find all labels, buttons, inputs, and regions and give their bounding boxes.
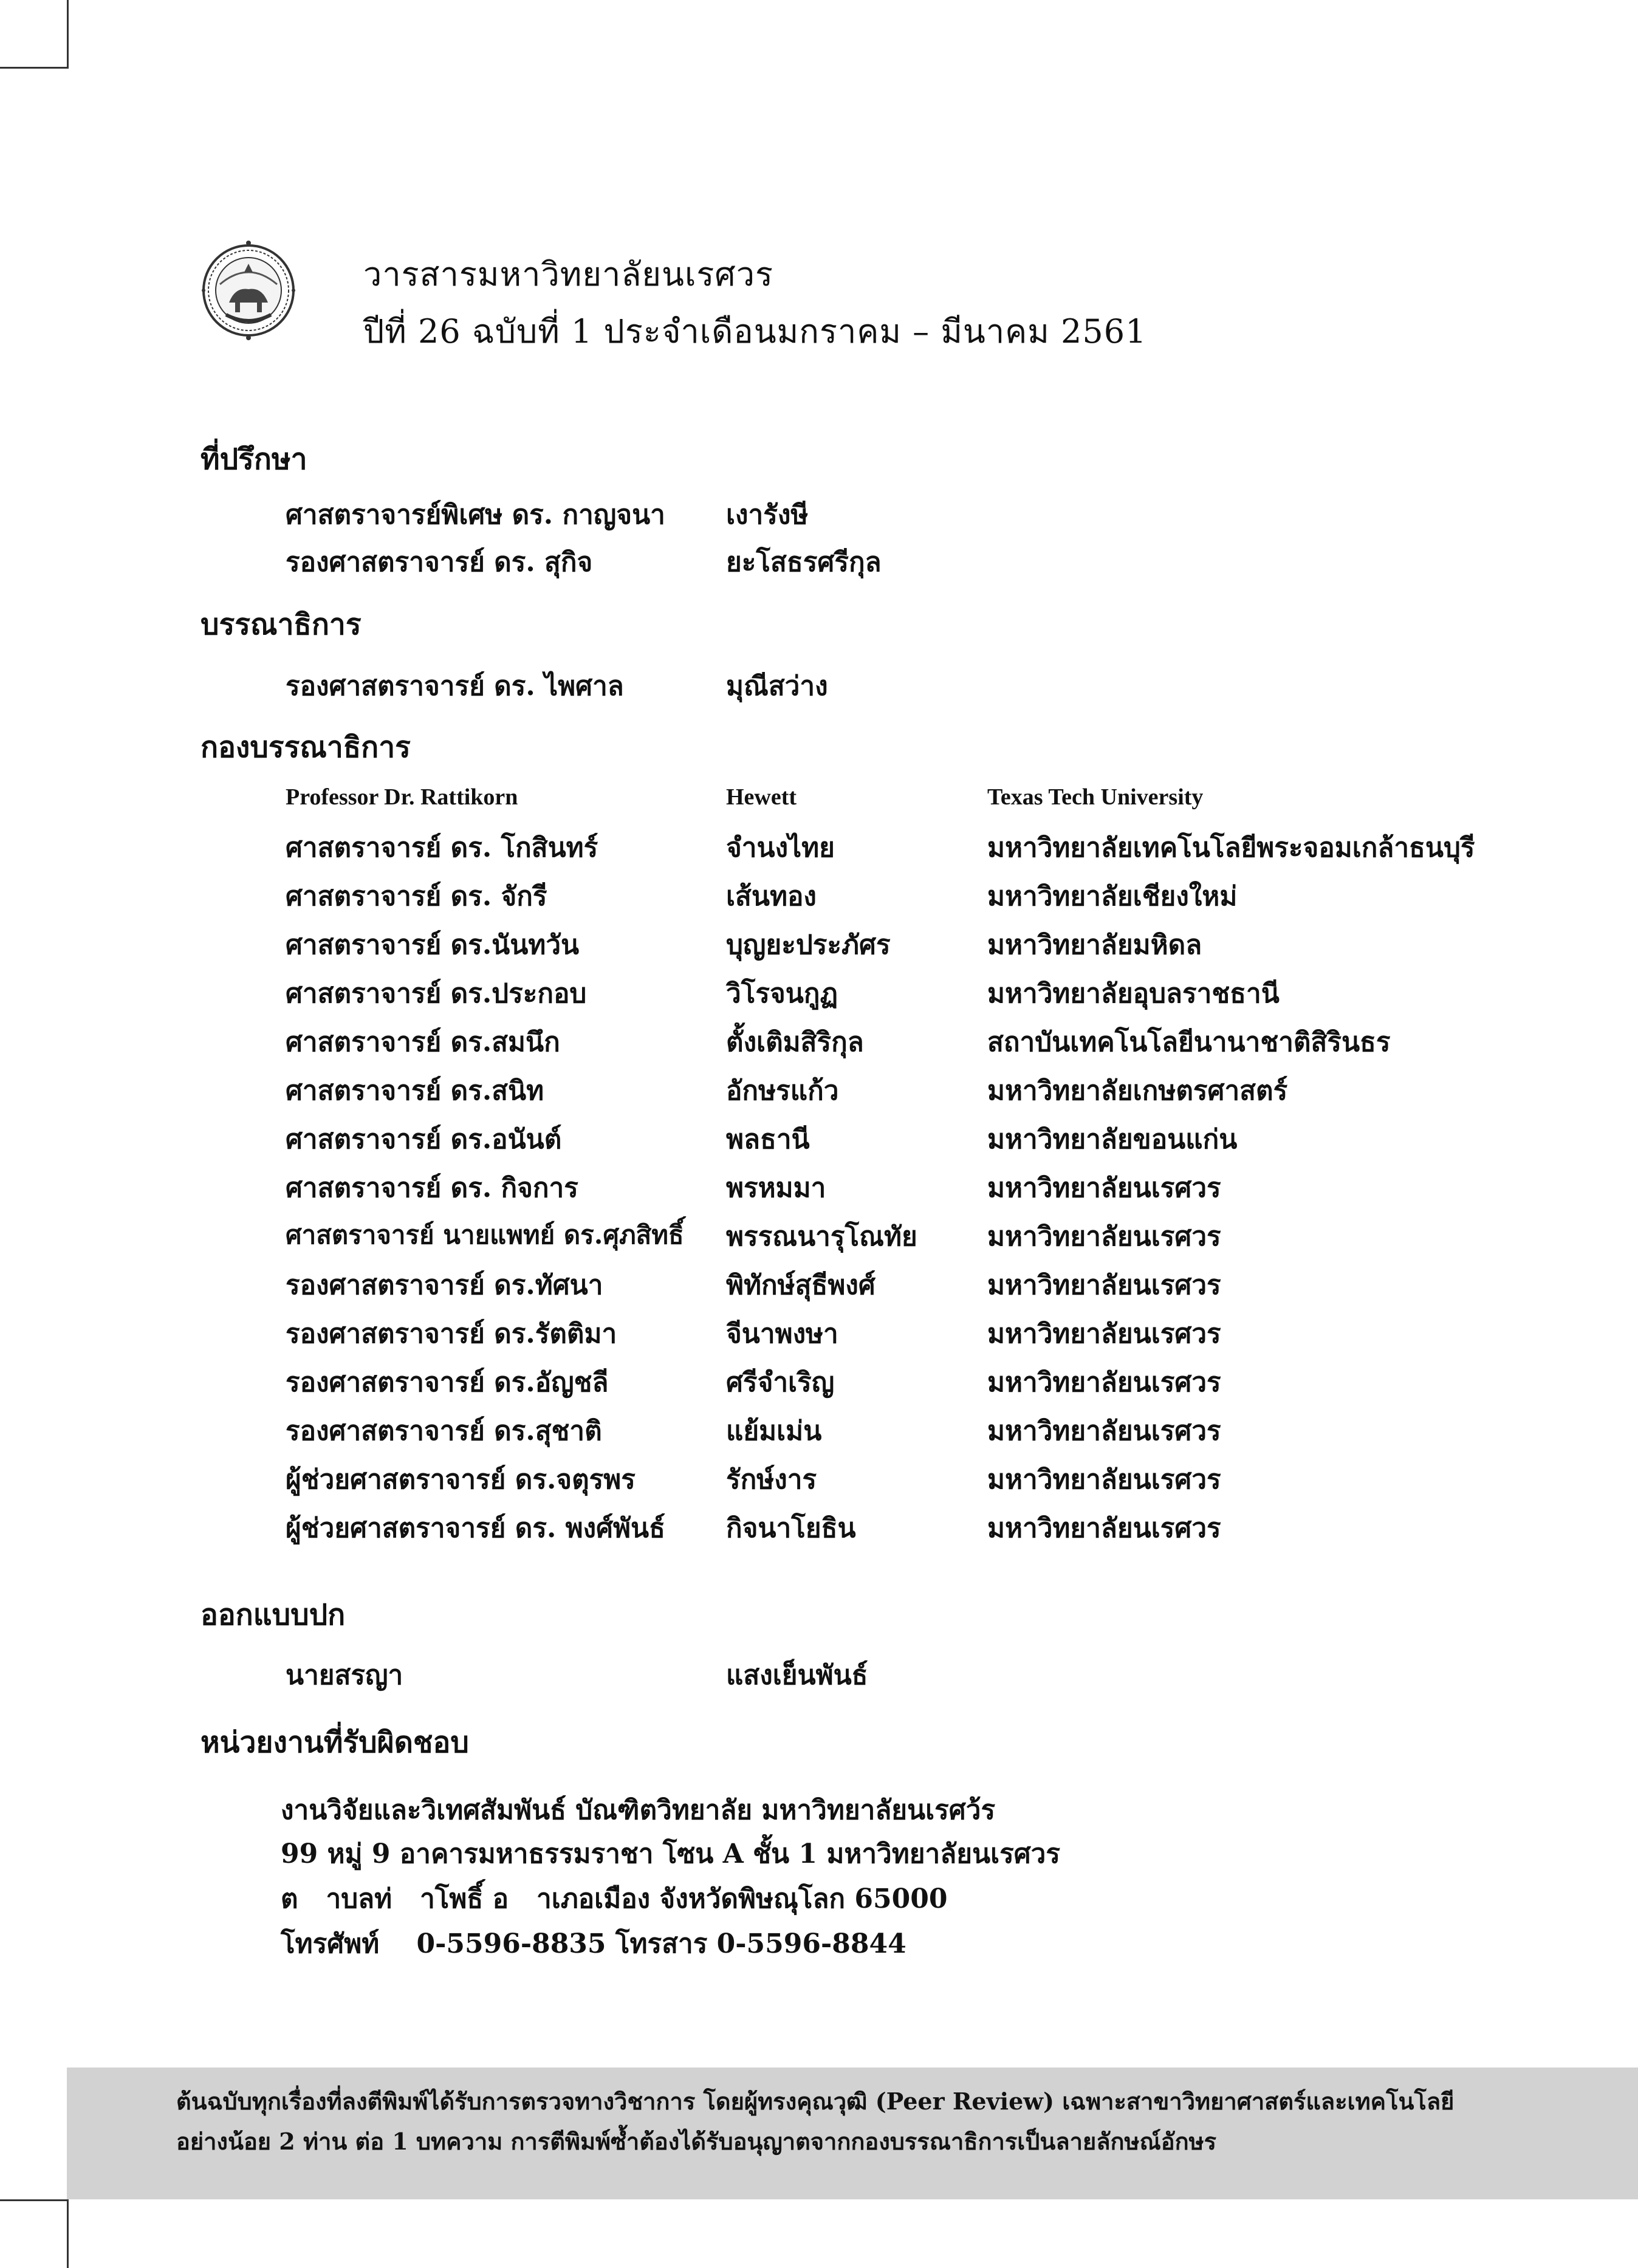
person-name: ศาสตราจารย์ ดร.อนันต์ bbox=[286, 1124, 562, 1155]
person-surname: พรรณนารุโณทัย bbox=[726, 1221, 917, 1252]
person-affiliation: มหาวิทยาลัยนเรศวร bbox=[987, 1270, 1221, 1301]
university-seal-icon bbox=[202, 230, 295, 351]
crop-mark-bottom-horizontal bbox=[0, 2199, 69, 2201]
person-affiliation: สถาบันเทคโนโลยีนานาชาติสิรินธร bbox=[987, 1027, 1391, 1058]
contact-line: โทรศัพท์ 0-5596-8835 โทรสาร 0-5596-8844 bbox=[281, 1928, 906, 1959]
board-row bbox=[0, 1021, 1638, 1069]
section-cover-heading: ออกแบบปก bbox=[200, 1598, 346, 1632]
person-name: รองศาสตราจารย์ ดร.ทัศนา bbox=[286, 1270, 603, 1301]
board-row bbox=[0, 1264, 1638, 1312]
person-name: ศาสตราจารย์ นายแพทย์ ดร.ศุภสิทธิ์ bbox=[286, 1220, 684, 1250]
journal-issue: ปีที่ 26 ฉบับที่ 1 ประจำเดือนมกราคม – มีนาคม 2561 bbox=[363, 312, 1147, 351]
person-affiliation: มหาวิทยาลัยนเรศวร bbox=[987, 1416, 1221, 1447]
person-affiliation: Texas Tech University bbox=[987, 784, 1204, 810]
person-affiliation: มหาวิทยาลัยนเรศวร bbox=[987, 1367, 1221, 1398]
board-row bbox=[0, 923, 1638, 972]
editor-row bbox=[0, 665, 1638, 713]
person-surname: Hewett bbox=[726, 784, 797, 810]
person-surname: อักษรแก้ว bbox=[726, 1075, 839, 1106]
person-affiliation: มหาวิทยาลัยมหิดล bbox=[987, 930, 1202, 961]
board-row bbox=[0, 1215, 1638, 1264]
person-surname: รักษ์งาร bbox=[726, 1464, 817, 1495]
person-name: ผู้ช่วยศาสตราจารย์ ดร. พงศ์พันธ์ bbox=[286, 1513, 665, 1544]
person-name: ศาสตราจารย์ ดร.สมนึก bbox=[286, 1027, 560, 1058]
person-surname: พลธานี bbox=[726, 1124, 810, 1155]
person-affiliation: มหาวิทยาลัยนเรศวร bbox=[987, 1464, 1221, 1495]
board-row bbox=[0, 1410, 1638, 1458]
person-affiliation: มหาวิทยาลัยขอนแก่น bbox=[987, 1124, 1238, 1155]
person-surname: จีนาพงษา bbox=[726, 1318, 838, 1349]
person-affiliation: มหาวิทยาลัยเชียงใหม่ bbox=[987, 881, 1238, 912]
advisor-row bbox=[0, 541, 1638, 589]
address-line: งานวิจัยและวิเทศสัมพันธ์ บัณฑิตวิทยาลัย มหาวิทยาลัยนเรศว้ร bbox=[281, 1795, 996, 1826]
person-name: รองศาสตราจารย์ ดร. ไพศาล bbox=[286, 671, 624, 702]
cover-row bbox=[0, 1654, 1638, 1702]
person-name: ศาสตราจารย์ ดร. กิจการ bbox=[286, 1173, 578, 1204]
board-row bbox=[0, 875, 1638, 923]
person-surname: จำนงไทย bbox=[726, 832, 835, 863]
person-surname: พรหมมา bbox=[726, 1173, 826, 1204]
person-surname: แย้มเม่น bbox=[726, 1416, 822, 1447]
board-row bbox=[0, 1069, 1638, 1118]
person-name: รองศาสตราจารย์ ดร.สุชาติ bbox=[286, 1416, 602, 1447]
section-responsible-heading: หน่วยงานที่รับผิดชอบ bbox=[200, 1725, 469, 1759]
person-name: ศาสตราจารย์ ดร. จักรี bbox=[286, 881, 547, 912]
person-affiliation: มหาวิทยาลัยเทคโนโลยีพระจอมเกล้าธนบุรี bbox=[987, 832, 1475, 863]
board-row bbox=[0, 1458, 1638, 1507]
board-row bbox=[0, 972, 1638, 1021]
person-surname: ศรีจำเริญ bbox=[726, 1367, 835, 1398]
address-line: ต าบลท่ าโพธิ์ อ าเภอเมือง จังหวัดพิษณุโลก 65000 bbox=[281, 1883, 948, 1914]
section-advisors-heading: ที่ปรึกษา bbox=[200, 442, 307, 476]
person-affiliation: มหาวิทยาลัยนเรศวร bbox=[987, 1513, 1221, 1544]
notice-line: ต้นฉบับทุกเรื่องที่ลงตีพิมพ์ได้รับการตรวจทางวิชาการ โดยผู้ทรงคุณวุฒิ (Peer Review) เฉพาะสาขาวิทยาศาสตร์และเทคโนโลยี bbox=[176, 2088, 1455, 2115]
person-surname: แสงเย็นพันธ์ bbox=[726, 1660, 868, 1691]
person-name: รองศาสตราจารย์ ดร.อัญชลี bbox=[286, 1367, 609, 1398]
person-surname: ยะโสธรศรีกุล bbox=[726, 547, 882, 578]
board-row bbox=[0, 1167, 1638, 1215]
person-name: ศาสตราจารย์ ดร.นันทวัน bbox=[286, 930, 580, 961]
person-affiliation: มหาวิทยาลัยนเรศวร bbox=[987, 1318, 1221, 1349]
person-name: ศาสตราจารย์ ดร. โกสินทร์ bbox=[286, 832, 598, 863]
board-row bbox=[0, 784, 1638, 832]
board-row bbox=[0, 1312, 1638, 1361]
person-surname: พิทักษ์สุธีพงศ์ bbox=[726, 1270, 876, 1301]
person-name: ศาสตราจารย์พิเศษ ดร. กาญจนา bbox=[286, 499, 665, 530]
section-editor-heading: บรรณาธิการ bbox=[200, 608, 362, 642]
board-row bbox=[0, 1507, 1638, 1555]
person-affiliation: มหาวิทยาลัยเกษตรศาสตร์ bbox=[987, 1075, 1288, 1106]
person-surname: วิโรจนกูฏ bbox=[726, 978, 838, 1009]
board-row bbox=[0, 1361, 1638, 1410]
section-board-heading: กองบรรณาธิการ bbox=[200, 730, 411, 764]
notice-line: อย่างน้อย 2 ท่าน ต่อ 1 บทความ การตีพิมพ์ซ้ำต้องได้รับอนุญาตจากกองบรรณาธิการเป็นลายลักษณ์อักษร bbox=[176, 2128, 1217, 2155]
person-name: ศาสตราจารย์ ดร.ประกอบ bbox=[286, 978, 587, 1009]
crop-mark-top-vertical bbox=[67, 0, 69, 67]
crop-mark-bottom-vertical bbox=[67, 2199, 69, 2268]
person-affiliation: มหาวิทยาลัยนเรศวร bbox=[987, 1173, 1221, 1204]
person-surname: เงารังษี bbox=[726, 499, 809, 530]
person-name: รองศาสตราจารย์ ดร. สุกิจ bbox=[286, 547, 593, 578]
person-affiliation: มหาวิทยาลัยอุบลราชธานี bbox=[987, 978, 1280, 1009]
person-name: ศาสตราจารย์ ดร.สนิท bbox=[286, 1075, 544, 1106]
person-surname: กิจนาโยธิน bbox=[726, 1513, 856, 1544]
person-name: Professor Dr. Rattikorn bbox=[286, 784, 518, 810]
person-affiliation: มหาวิทยาลัยนเรศวร bbox=[987, 1221, 1221, 1252]
board-row bbox=[0, 1118, 1638, 1167]
advisor-row bbox=[0, 493, 1638, 542]
crop-mark-top-horizontal bbox=[0, 67, 69, 69]
person-name: รองศาสตราจารย์ ดร.รัตติมา bbox=[286, 1318, 617, 1349]
person-surname: ตั้งเติมสิริกุล bbox=[726, 1027, 864, 1058]
person-surname: มุณีสว่าง bbox=[726, 671, 828, 702]
address-line: 99 หมู่ 9 อาคารมหาธรรมราชา โซน A ชั้น 1 มหาวิทยาลัยนเรศวร bbox=[281, 1838, 1061, 1869]
journal-title: วารสารมหาวิทยาลัยนเรศวร bbox=[363, 255, 774, 293]
board-row bbox=[0, 826, 1638, 875]
person-name: นายสรญา bbox=[286, 1660, 403, 1691]
person-name: ผู้ช่วยศาสตราจารย์ ดร.จตุรพร bbox=[286, 1464, 636, 1495]
person-surname: บุญยะประภัศร bbox=[726, 930, 891, 961]
person-surname: เส้นทอง bbox=[726, 881, 817, 912]
